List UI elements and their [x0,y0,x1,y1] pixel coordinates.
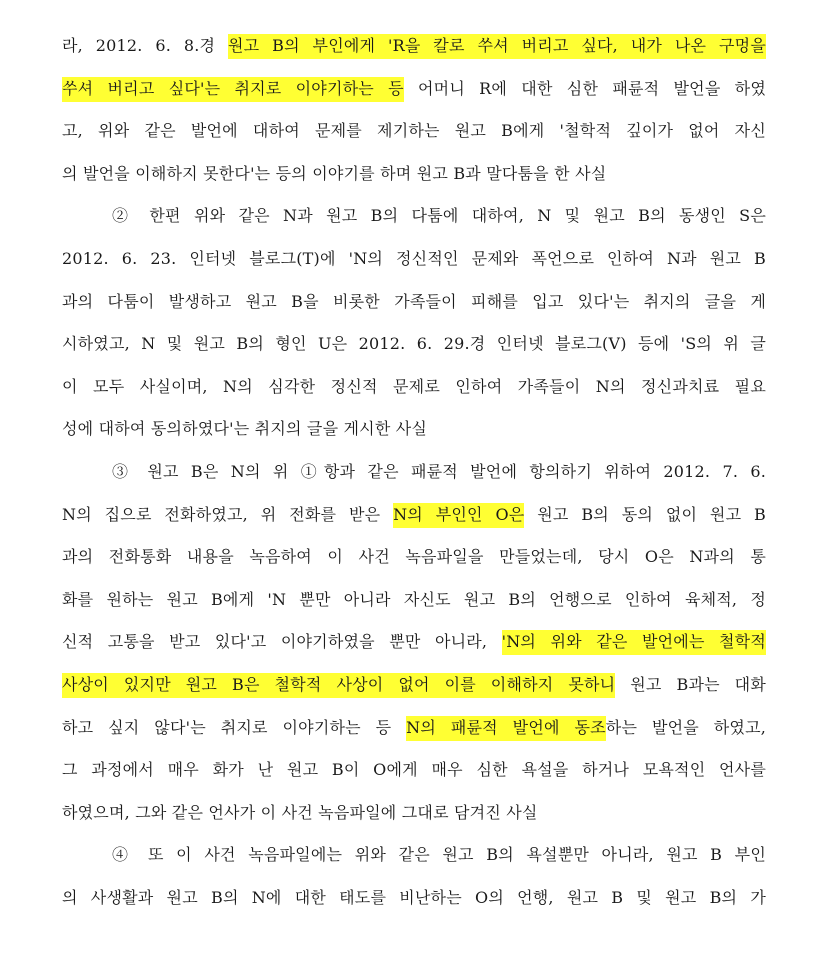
text-segment: ② 한편 위와 같은 N과 원고 B의 다툼에 대하여, N 및 원고 B의 동생인 S은 [112,206,766,226]
text-line [62,456,766,499]
text-line [62,882,766,925]
highlighted-text: 'N의 위와 같은 발언에는 철학적 [502,630,766,655]
text-segment: 이 모두 사실이며, N의 심각한 정신적 문제로 인하여 가족들이 N의 정신과치료 필요 [62,376,766,396]
text-line [62,73,766,116]
text-segment: 라, 2012. 6. 8.경 [62,36,228,55]
text-line [62,626,766,669]
highlighted-text: N의 부인인 O은 [393,503,524,528]
highlighted-text: N의 패륜적 발언에 동조 [406,716,606,741]
text-line [62,584,766,627]
text-segment: 하는 발언을 하였고, [605,717,767,737]
text-segment: N의 집으로 전화하였고, 위 전화를 받은 [62,504,394,524]
text-line [62,754,766,797]
text-line [62,541,766,584]
highlighted-text: 사상이 있지만 원고 B은 철학적 사상이 없어 이를 이해하지 못하니 [62,673,615,698]
text-segment: 성에 대하여 동의하였다'는 취지의 글을 게시한 사실 [62,419,428,439]
text-line [62,499,766,542]
text-segment: 어머니 R에 대한 심한 패륜적 발언을 하였 [403,78,766,98]
text-line [62,115,766,158]
text-segment: 고, 위와 같은 발언에 대하여 문제를 제기하는 원고 B에게 '철학적 깊이가 없어 자신 [62,121,766,141]
text-line [62,797,766,840]
text-segment: 2012. 6. 23. 인터넷 블로그(T)에 'N의 정신적인 문제와 폭언으로 인하여 N과 원고 B [62,248,766,268]
text-segment: 과의 전화통화 내용을 녹음하여 이 사건 녹음파일을 만들었는데, 당시 O은 N과의 통 [62,547,766,567]
text-segment: 화를 원하는 원고 B에게 'N 뿐만 아니라 자신도 원고 B의 언행으로 인하여 육체적, 정 [62,589,766,609]
document-body [62,30,766,924]
text-segment: ③ 원고 B은 N의 위 ①항과 같은 패륜적 발언에 항의하기 위하여 2012. 7. 6. [112,461,766,481]
text-segment: 그 과정에서 매우 화가 난 원고 B이 O에게 매우 심한 욕설을 하거나 모욕적인 언사를 [62,760,766,780]
highlighted-text: 원고 B의 부인에게 'R을 칼로 쑤셔 버리고 싶다, 내가 나온 구멍을 [228,34,766,59]
text-segment: 원고 B과는 대화 [615,674,766,694]
text-line [62,328,766,371]
text-segment: 과의 다툼이 발생하고 원고 B을 비롯한 가족들이 피해를 입고 있다'는 취지의 글을 게 [62,291,766,311]
text-line [62,158,766,201]
text-line [62,839,766,882]
text-line [62,286,766,329]
text-segment: 신적 고통을 받고 있다'고 이야기하였을 뿐만 아니라, [62,632,502,652]
text-segment: 원고 B의 동의 없이 원고 B [524,504,766,524]
text-segment: 하고 싶지 않다'는 취지로 이야기하는 등 [62,717,407,737]
text-line [62,200,766,243]
text-segment: 하였으며, 그와 같은 언사가 이 사건 녹음파일에 그대로 담겨진 사실 [62,802,538,822]
text-line [62,30,766,73]
text-segment: ④ 또 이 사건 녹음파일에는 위와 같은 원고 B의 욕설뿐만 아니라, 원고 B 부인 [112,845,766,865]
text-line [62,669,766,712]
highlighted-text: 쑤셔 버리고 싶다'는 취지로 이야기하는 등 [62,77,404,102]
text-segment: 시하였고, N 및 원고 B의 형인 U은 2012. 6. 29.경 인터넷 블로그(V) 등에 'S의 위 글 [62,334,766,354]
text-line [62,371,766,414]
text-line [62,413,766,456]
text-line [62,712,766,755]
text-line [62,243,766,286]
text-segment: 의 발언을 이해하지 못한다'는 등의 이야기를 하며 원고 B과 말다툼을 한 사실 [62,163,607,183]
text-segment: 의 사생활과 원고 B의 N에 대한 태도를 비난하는 O의 언행, 원고 B 및 원고 B의 가 [62,887,766,907]
